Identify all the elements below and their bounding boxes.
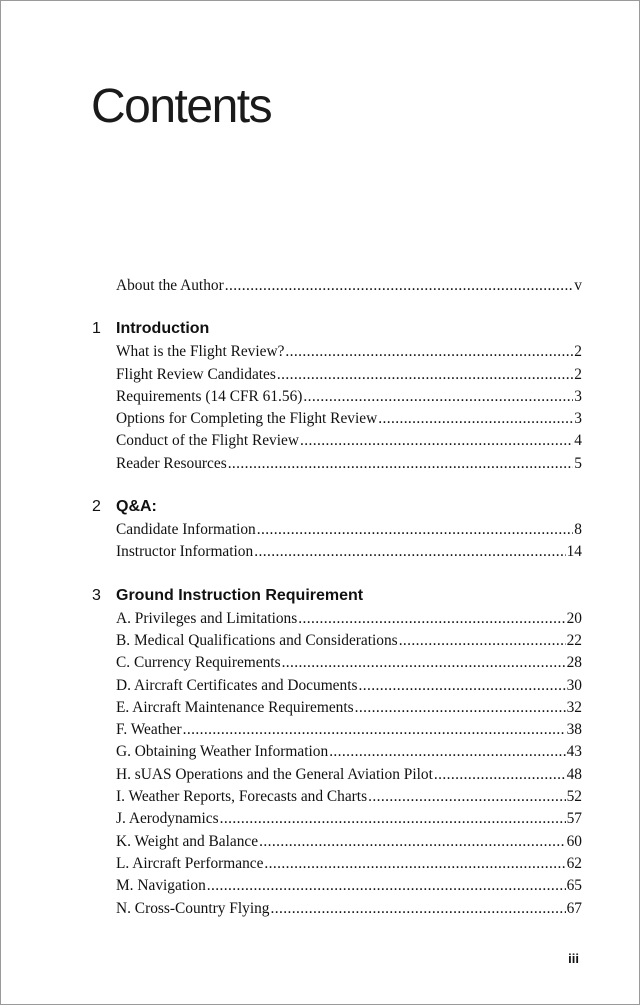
chapter-entries: [1, 519, 639, 564]
toc-entry-label: H. sUAS Operations and the General Aviation Pilot: [116, 765, 433, 783]
toc-entry[interactable]: [116, 697, 582, 719]
table-of-contents: [1, 275, 639, 920]
toc-entry-label: K. Weight and Balance: [116, 832, 259, 850]
chapter-title: Ground Instruction Requirement: [116, 586, 364, 604]
toc-entry[interactable]: [116, 898, 582, 920]
toc-entry-page: 67: [566, 899, 582, 917]
toc-entry-label: About the Author: [116, 277, 224, 294]
toc-entry[interactable]: [116, 608, 582, 630]
toc-entry[interactable]: [116, 386, 582, 408]
dot-leader: [257, 519, 574, 541]
chapter-title: Introduction: [116, 320, 210, 338]
dot-leader: [259, 831, 566, 853]
chapter-heading[interactable]: [1, 317, 639, 341]
dot-leader: [298, 608, 565, 630]
toc-entry-page: 14: [566, 543, 582, 561]
toc-entry-label: A. Privileges and Limitations: [116, 609, 298, 627]
toc-entry-label: N. Cross-Country Flying: [116, 899, 270, 917]
toc-entry[interactable]: [116, 741, 582, 763]
chapter-number: 3: [92, 586, 101, 604]
toc-entry[interactable]: [116, 808, 582, 830]
toc-entry-page: 4: [574, 432, 582, 450]
dot-leader: [285, 341, 573, 363]
toc-entry-page: 48: [566, 765, 582, 783]
dot-leader: [399, 630, 566, 652]
toc-entry-page: 3: [574, 387, 582, 405]
toc-entry-page: 43: [566, 743, 582, 761]
toc-entry[interactable]: [116, 719, 582, 741]
dot-leader: [183, 719, 566, 741]
toc-entry[interactable]: [116, 541, 582, 563]
toc-entry-page: 57: [566, 810, 582, 828]
dot-leader: [228, 453, 574, 475]
toc-entry[interactable]: [116, 364, 582, 386]
toc-entry-page: 2: [574, 343, 582, 361]
toc-entry-label: Flight Review Candidates: [116, 365, 276, 383]
toc-entry[interactable]: [116, 875, 582, 897]
toc-entry-page: 28: [566, 654, 582, 672]
dot-leader: [303, 386, 573, 408]
dot-leader: [378, 408, 573, 430]
toc-entry[interactable]: [116, 831, 582, 853]
toc-entry-page: 8: [574, 521, 582, 539]
toc-entry-page: 3: [574, 410, 582, 428]
toc-entry[interactable]: [116, 430, 582, 452]
toc-entry-page: 20: [566, 609, 582, 627]
dot-leader: [254, 541, 565, 563]
chapter-heading[interactable]: [1, 495, 639, 519]
dot-leader: [358, 675, 565, 697]
dot-leader: [271, 898, 566, 920]
toc-entry-page: 32: [566, 698, 582, 716]
toc-entry[interactable]: [116, 275, 582, 297]
toc-entry-label: G. Obtaining Weather Information: [116, 743, 329, 761]
chapter-number: 2: [92, 498, 101, 516]
toc-entry[interactable]: [116, 519, 582, 541]
dot-leader: [220, 808, 566, 830]
toc-entry[interactable]: [116, 786, 582, 808]
toc-entry[interactable]: [116, 341, 582, 363]
chapter-number: 1: [92, 320, 101, 338]
toc-entry-page: 22: [566, 631, 582, 649]
dot-leader: [264, 853, 565, 875]
toc-entry-label: C. Currency Requirements: [116, 654, 281, 672]
toc-entry-page: 2: [574, 365, 582, 383]
toc-entry-label: D. Aircraft Certificates and Documents: [116, 676, 358, 694]
dot-leader: [355, 697, 566, 719]
toc-entry-page: 60: [566, 832, 582, 850]
chapter-heading[interactable]: [1, 584, 639, 608]
toc-entry-page: 62: [566, 854, 582, 872]
toc-entry[interactable]: [116, 630, 582, 652]
toc-entry-page: v: [574, 277, 582, 294]
toc-entry-page: 52: [566, 788, 582, 806]
chapter-title: Q&A:: [116, 498, 157, 516]
toc-entry-label: Requirements (14 CFR 61.56): [116, 387, 303, 405]
dot-leader: [207, 875, 566, 897]
toc-entry-label: What is the Flight Review?: [116, 343, 285, 361]
toc-entry-label: J. Aerodynamics: [116, 810, 219, 828]
dot-leader: [300, 430, 573, 452]
dot-leader: [277, 364, 573, 386]
toc-entry-page: 30: [566, 676, 582, 694]
page-number: iii: [568, 951, 579, 966]
toc-entry-label: Options for Completing the Flight Review: [116, 410, 378, 428]
dot-leader: [434, 764, 566, 786]
toc-entry-label: Candidate Information: [116, 521, 256, 539]
toc-entry-label: M. Navigation: [116, 877, 206, 895]
toc-entry-page: 65: [566, 877, 582, 895]
toc-entry[interactable]: [116, 652, 582, 674]
toc-entry[interactable]: [116, 453, 582, 475]
dot-leader: [282, 652, 566, 674]
toc-entry-label: F. Weather: [116, 721, 182, 739]
dot-leader: [368, 786, 566, 808]
toc-entry[interactable]: [116, 408, 582, 430]
toc-entry-label: Instructor Information: [116, 543, 254, 561]
toc-entry-label: Reader Resources: [116, 454, 227, 472]
toc-entry-label: E. Aircraft Maintenance Requirements: [116, 698, 354, 716]
toc-entry[interactable]: [116, 853, 582, 875]
dot-leader: [329, 741, 565, 763]
chapter-entries: [1, 341, 639, 475]
toc-entry-label: B. Medical Qualifications and Considerations: [116, 631, 398, 649]
dot-leader: [225, 275, 574, 297]
chapter-entries: [1, 608, 639, 920]
toc-entry-page: 5: [574, 454, 582, 472]
toc-entry-label: L. Aircraft Performance: [116, 854, 264, 872]
toc-entry[interactable]: [116, 675, 582, 697]
toc-entry-label: I. Weather Reports, Forecasts and Charts: [116, 788, 368, 806]
toc-entry-label: Conduct of the Flight Review: [116, 432, 299, 450]
toc-entry[interactable]: [116, 764, 582, 786]
toc-entry-page: 38: [566, 721, 582, 739]
page-title: Contents: [91, 80, 272, 133]
